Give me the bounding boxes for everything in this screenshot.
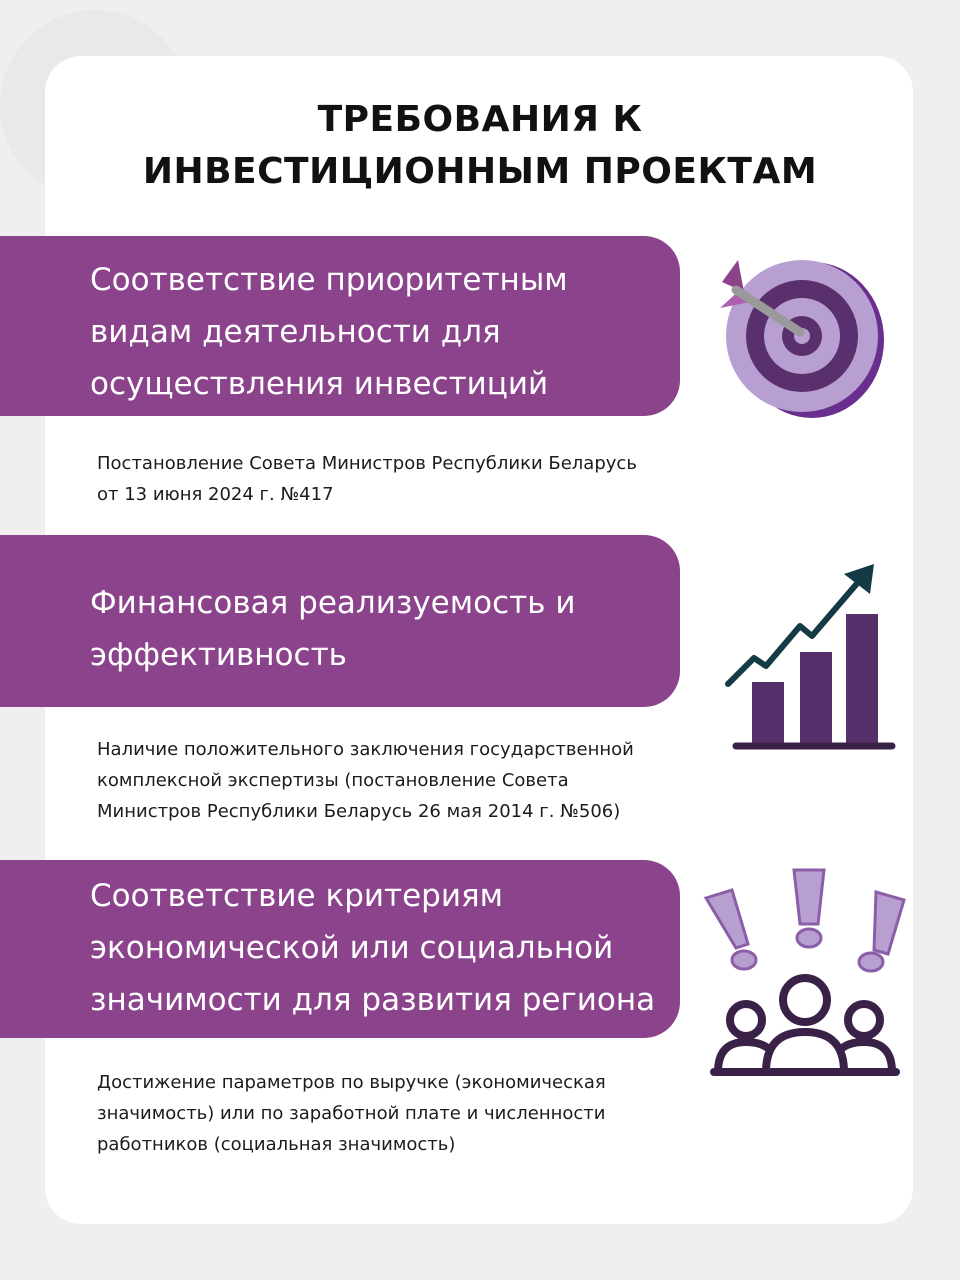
- requirement-3-heading-line: экономической или социальной: [90, 930, 614, 966]
- requirement-1-note-line: Постановление Совета Министров Республики Беларусь: [97, 453, 637, 474]
- requirement-3-heading-line: значимости для развития региона: [90, 982, 656, 1018]
- requirement-1-heading-line: видам деятельности для: [90, 314, 501, 350]
- page-title: [0, 94, 960, 198]
- target-with-arrow-icon: [716, 252, 888, 424]
- requirement-2-note-line: Министров Республики Беларусь 26 мая 2014 г. №506): [97, 801, 621, 822]
- requirement-3-banner: [0, 860, 680, 1038]
- people-exclamation-icon: [700, 862, 910, 1082]
- growth-chart-icon: [720, 556, 900, 756]
- requirement-1-note-line: от 13 июня 2024 г. №417: [97, 484, 334, 505]
- title-line-1: ТРЕБОВАНИЯ К: [317, 99, 643, 140]
- requirement-3-note-line: значимость) или по заработной плате и численности: [97, 1103, 606, 1124]
- requirement-2-heading-line: эффективность: [90, 637, 347, 673]
- requirement-1-heading-line: Соответствие приоритетным: [90, 262, 568, 298]
- requirement-2-note: [97, 734, 634, 827]
- requirement-2-note-line: комплексной экспертизы (постановление Совета: [97, 770, 569, 791]
- requirement-2-banner: [0, 535, 680, 707]
- requirement-3-heading-line: Соответствие критериям: [90, 878, 504, 914]
- title-line-2: ИНВЕСТИЦИОННЫМ ПРОЕКТАМ: [142, 151, 818, 192]
- requirement-1-note: [97, 448, 637, 510]
- requirement-2-note-line: Наличие положительного заключения государственной: [97, 739, 634, 760]
- requirement-3-note-line: Достижение параметров по выручке (экономическая: [97, 1072, 606, 1093]
- requirement-2-heading-line: Финансовая реализуемость и: [90, 585, 576, 621]
- requirement-3-note: [97, 1067, 606, 1160]
- requirement-1-heading-line: осуществления инвестиций: [90, 366, 549, 402]
- requirement-3-note-line: работников (социальная значимость): [97, 1134, 456, 1155]
- requirement-1-banner: [0, 236, 680, 416]
